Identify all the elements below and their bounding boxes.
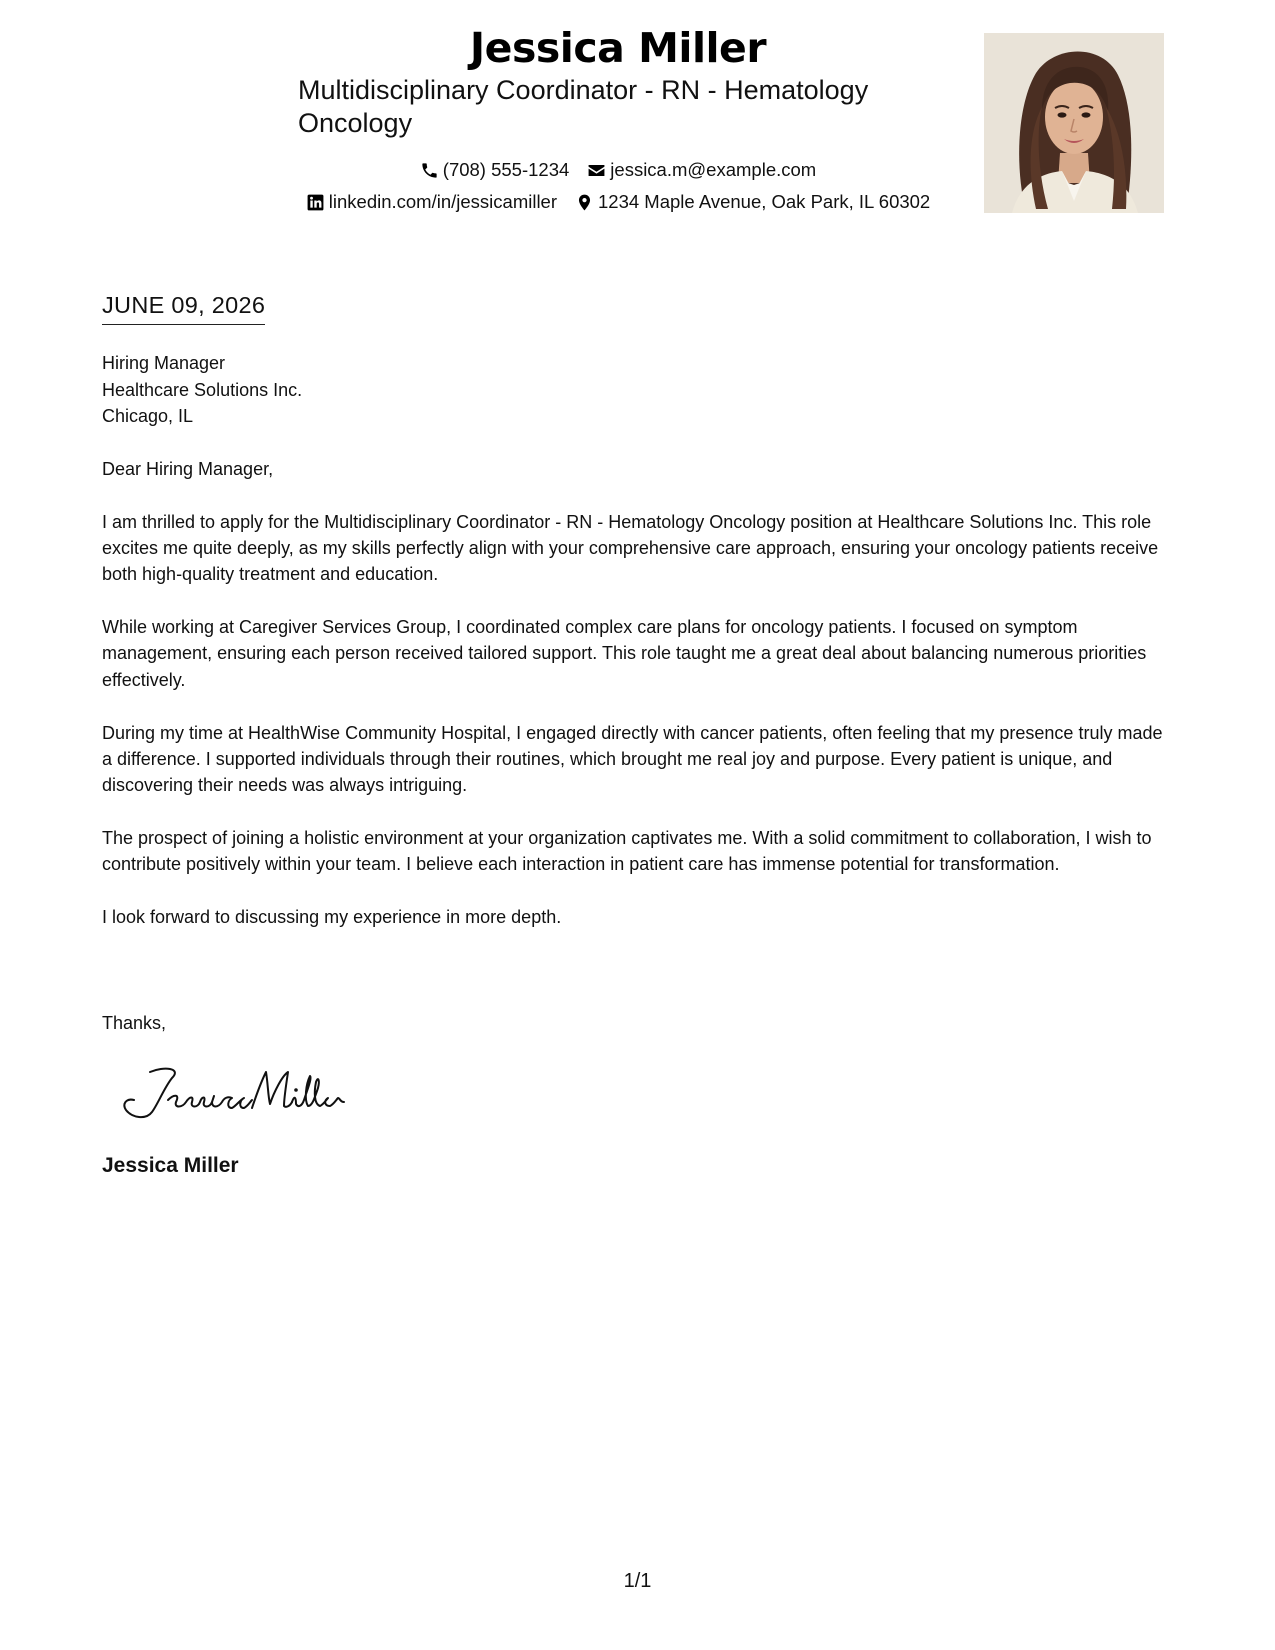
contact-linkedin — [306, 190, 557, 214]
contact-address — [575, 190, 930, 214]
salutation: Dear Hiring Manager, — [102, 459, 274, 479]
body-paragraph: I am thrilled to apply for the Multidisciplinary Coordinator - RN - Hematology Oncology position at Healthcare Solutions Inc. This role excites me quite deeply, as my skills perfectly align with your comprehensive care approach, ensuring your oncology patients receive both high-quality treatment and education. — [102, 511, 1159, 585]
signed-name: Jessica Miller — [102, 1154, 239, 1177]
linkedin-url: linkedin.com/in/jessicamiller — [328, 191, 558, 212]
job-title: Multidisciplinary Coordinator - RN - Hematology Oncology — [298, 75, 869, 138]
phone-number: (708) 555-1234 — [442, 159, 570, 180]
contact-email — [587, 158, 816, 182]
contact-phone — [420, 158, 570, 182]
recipient-line: Chicago, IL — [102, 406, 194, 426]
phone-icon — [420, 161, 439, 180]
linkedin-icon — [306, 193, 325, 212]
body-paragraph: While working at Caregiver Services Group, I coordinated complex care plans for oncology patients. I focused on symptom management, ensuring each person received tailored support. This role taught me a great deal about balancing numerous priorities effectively. — [102, 617, 1147, 690]
page-number: 1/1 — [623, 1570, 652, 1592]
profile-photo — [984, 33, 1164, 213]
letter-body — [102, 456, 1172, 957]
body-paragraph: During my time at HealthWise Community Hospital, I engaged directly with cancer patients, often feeling that my presence truly made a difference. I supported individuals through their routines, which brought me real joy and purpose. Every patient is unique, and discovering their needs was always intriguing. — [102, 722, 1163, 796]
recipient-line: Healthcare Solutions Inc. — [102, 379, 303, 400]
body-paragraph: The prospect of joining a holistic environment at your organization captivates me. With a solid commitment to collaboration, I wish to contribute positively within your team. I believe each interaction in patient care has immense potential for transformation. — [102, 827, 1152, 875]
contact-row-1 — [298, 158, 938, 182]
location-pin-icon — [575, 193, 594, 212]
closing: Thanks, — [102, 1013, 167, 1033]
body-paragraph: I look forward to discussing my experience in more depth. — [102, 907, 562, 928]
letter-date: JUNE 09, 2026 — [102, 290, 265, 325]
recipient-block — [102, 350, 302, 430]
applicant-name: Jessica Miller — [469, 24, 767, 72]
contact-row-2 — [298, 190, 938, 214]
email-address: jessica.m@example.com — [610, 159, 817, 180]
envelope-icon — [587, 161, 606, 180]
recipient-line: Hiring Manager — [102, 353, 226, 373]
handwritten-signature — [112, 1060, 352, 1122]
street-address: 1234 Maple Avenue, Oak Park, IL 60302 — [598, 191, 931, 212]
